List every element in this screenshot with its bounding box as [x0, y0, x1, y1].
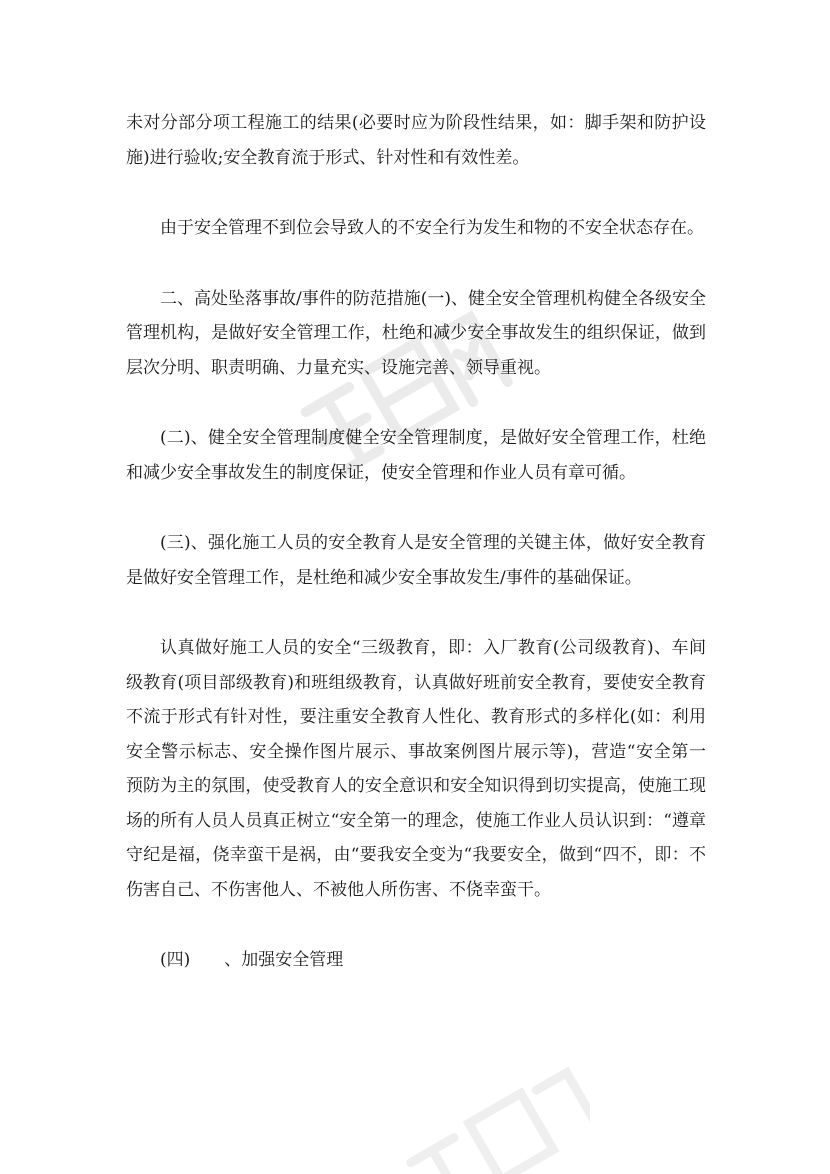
document-body — [126, 106, 706, 978]
paragraph-7-heading: (四) 、加强安全管理 — [160, 950, 344, 970]
watermark-seal-bottom — [390, 1050, 590, 1174]
paragraph-4: (二)、健全安全管理制度健全安全管理制度，是做好安全管理工作，杜绝和减少安全事故发生的制度保证，使安全管理和作业人员有章可循。 — [126, 428, 706, 483]
paragraph-6: 认真做好施工人员的安全“三级教育，即：入厂教育(公司级教育)、车间级教育(项目部级教育)和班组级教育，认真做好班前安全教育，要使安全教育不流于形式有针对性，要注重安全教育人性化、教育形式的多样化(如：利用安全警示标志、安全操作图片展示、事故案例图片展示等)，营造“安全第一 预防为主的氛围，使受教育人的安全意识和安全知识得到切实提高，使施工现场的所有人员人员真正树立“安全第一的理念，使施工作业人员认识到：“遵章守纪是福，侥幸蛮干是祸，由“要我安全变为“我要安全，做到“四不，即：不伤害自己、不伤害他人、不被他人所伤害、不侥幸蛮干。 — [126, 638, 706, 900]
paragraph-3: 二、高处坠落事故/事件的防范措施(一)、健全安全管理机构健全各级安全管理机构，是做好安全管理工作，杜绝和减少安全事故发生的组织保证，做到层次分明、职责明确、力量充实、设施完善、领导重视。 — [126, 288, 706, 378]
paragraph-5: (三)、强化施工人员的安全教育人是安全管理的关键主体，做好安全教育是做好安全管理工作，是杜绝和减少安全事故发生/事件的基础保证。 — [126, 533, 706, 588]
paragraph-1: 未对分部分项工程施工的结果(必要时应为阶段性结果，如：脚手架和防护设施)进行验收;安全教育流于形式、针对性和有效性差。 — [126, 113, 706, 168]
paragraph-2: 由于安全管理不到位会导致人的不安全行为发生和物的不安全状态存在。 — [160, 218, 704, 238]
